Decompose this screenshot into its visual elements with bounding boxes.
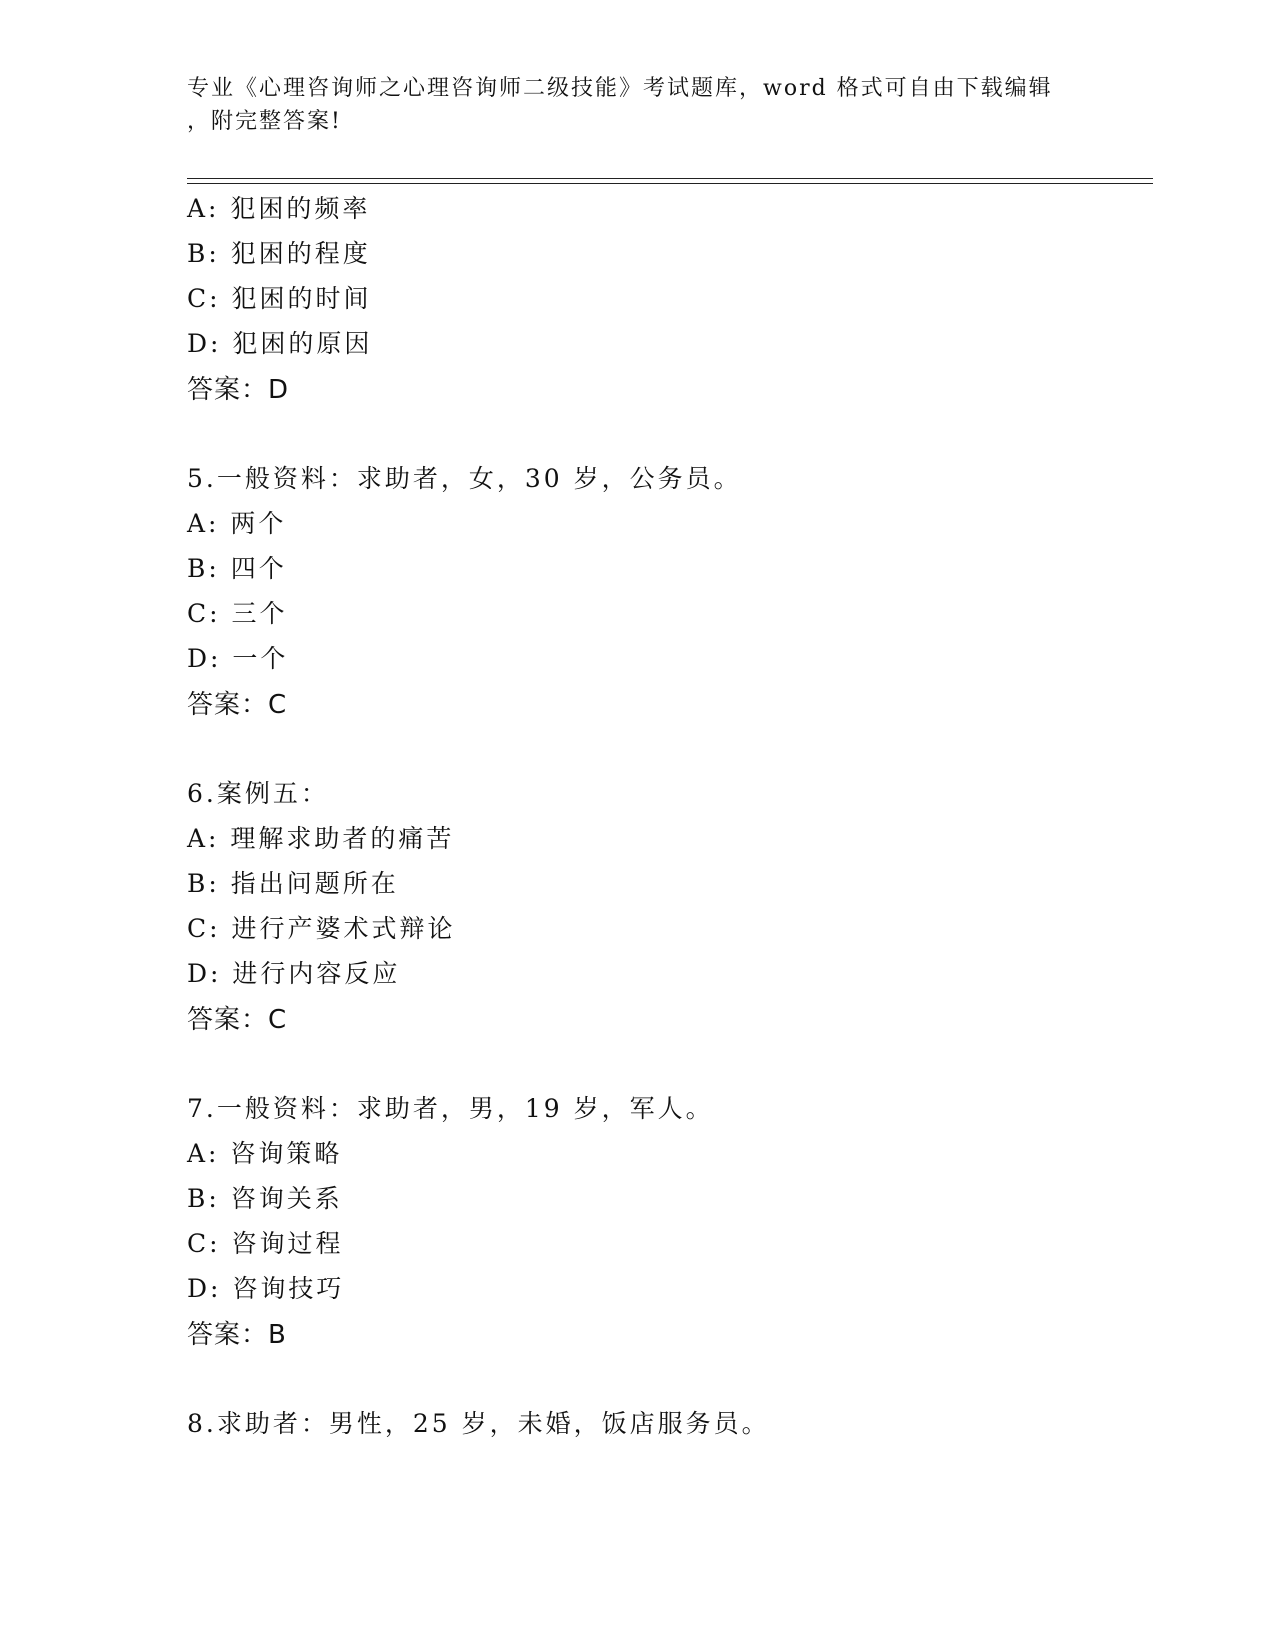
- document-header: [187, 72, 1067, 138]
- header-title-line-2: ，附完整答案!: [187, 109, 342, 134]
- q6-option-b: B: 指出问题所在: [187, 869, 399, 898]
- q5-answer: 答案：C: [187, 690, 288, 720]
- q4-option-c: C: 犯困的时间: [187, 284, 372, 313]
- q4-option-b: B: 犯困的程度: [187, 239, 371, 268]
- q6-option-c: C: 进行产婆术式辩论: [187, 914, 456, 943]
- q7-answer: 答案：B: [187, 1320, 287, 1350]
- header-divider-top: [187, 178, 1153, 179]
- q7-stem: 7.一般资料：求助者，男，19 岁，军人。: [187, 1094, 714, 1123]
- q5-option-d: D: 一个: [187, 644, 289, 673]
- q7-option-b: B: 咨询关系: [187, 1184, 343, 1213]
- q6-option-a: A: 理解求助者的痛苦: [187, 824, 455, 853]
- q7-option-d: D: 咨询技巧: [187, 1274, 345, 1303]
- q5-option-b: B: 四个: [187, 554, 287, 583]
- q5-option-a: A: 两个: [187, 509, 287, 538]
- q6-option-d: D: 进行内容反应: [187, 959, 401, 988]
- q8-stem: 8.求助者：男性，25 岁，未婚，饭店服务员。: [187, 1409, 770, 1438]
- q5-option-c: C: 三个: [187, 599, 288, 628]
- header-title-line-1: 专业《心理咨询师之心理咨询师二级技能》考试题库，word 格式可自由下载编辑: [187, 76, 1053, 101]
- header-divider-bottom: [187, 183, 1153, 184]
- q6-stem: 6.案例五：: [187, 779, 329, 808]
- q5-stem: 5.一般资料：求助者，女，30 岁，公务员。: [187, 464, 742, 493]
- q7-option-c: C: 咨询过程: [187, 1229, 344, 1258]
- q4-option-a: A: 犯困的频率: [187, 194, 371, 223]
- q6-answer: 答案：C: [187, 1005, 288, 1035]
- q4-option-d: D: 犯困的原因: [187, 329, 373, 358]
- q4-answer: 答案：D: [187, 375, 290, 405]
- q7-option-a: A: 咨询策略: [187, 1139, 343, 1168]
